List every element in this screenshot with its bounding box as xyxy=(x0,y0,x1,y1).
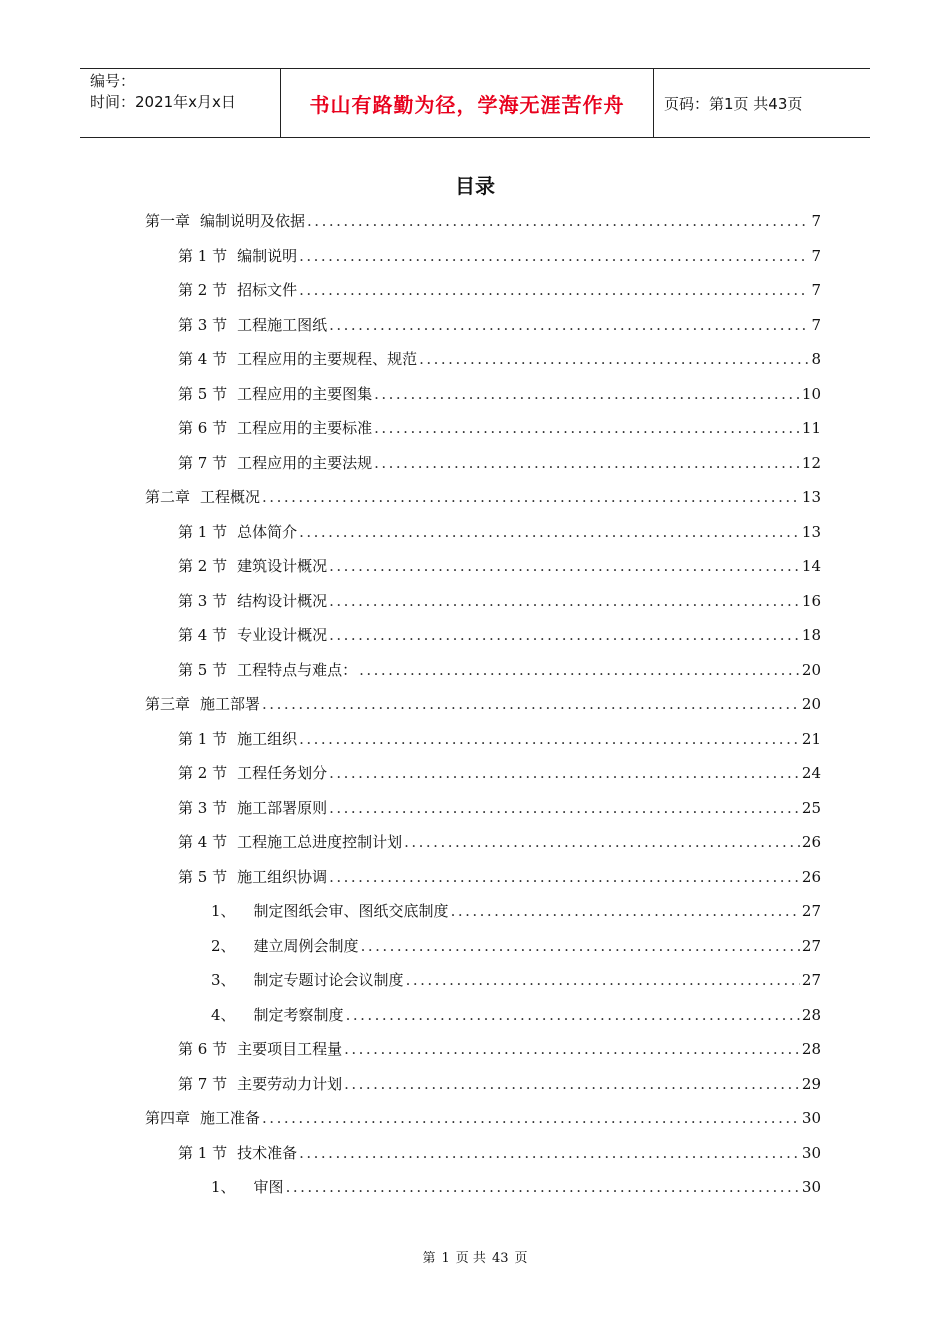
footer-total-pages: 43 xyxy=(491,1251,509,1266)
toc-entry-page: 7 xyxy=(811,315,821,334)
toc-dot-leader xyxy=(406,963,800,998)
table-of-contents xyxy=(145,204,821,1205)
toc-entry-page: 8 xyxy=(811,350,821,368)
toc-entry-page: 10 xyxy=(801,384,821,403)
toc-entry-number: 第 3 节 xyxy=(178,591,228,610)
toc-dot-leader xyxy=(451,894,800,929)
toc-dot-leader xyxy=(344,1067,800,1102)
toc-dot-leader xyxy=(329,584,800,619)
toc-entry-page: 7 xyxy=(811,212,821,230)
toc-entry-page: 30 xyxy=(801,1109,821,1127)
toc-entry-title: 专业设计概况 xyxy=(237,626,328,644)
toc-entry-page: 20 xyxy=(801,660,821,679)
toc-entry[interactable] xyxy=(145,308,821,343)
toc-entry-title: 结构设计概况 xyxy=(237,591,328,610)
toc-entry-number: 第 7 节 xyxy=(178,1074,228,1093)
toc-entry[interactable] xyxy=(145,549,821,584)
toc-entry[interactable] xyxy=(145,480,821,515)
toc-entry[interactable] xyxy=(145,377,821,412)
toc-entry[interactable] xyxy=(145,1067,821,1102)
toc-entry-page: 26 xyxy=(801,867,821,886)
toc-entry-number: 第 3 节 xyxy=(178,315,228,334)
toc-dot-leader xyxy=(329,756,800,791)
date-label: 时间：2021年x月x日 xyxy=(90,93,236,111)
toc-entry-page: 25 xyxy=(801,798,821,817)
toc-entry-title: 工程概况 xyxy=(200,488,261,506)
toc-dot-leader xyxy=(329,549,800,584)
footer-page-number: 1 xyxy=(441,1251,450,1266)
toc-entry-title: 施工组织 xyxy=(237,729,298,748)
toc-entry-title: 施工准备 xyxy=(200,1109,261,1127)
toc-entry[interactable] xyxy=(145,1170,821,1205)
toc-dot-leader xyxy=(299,515,800,550)
toc-entry-page: 13 xyxy=(801,522,821,541)
toc-entry-number: 1、 xyxy=(211,902,236,920)
toc-entry-title: 工程特点与难点： xyxy=(237,660,358,679)
toc-entry[interactable] xyxy=(145,1101,821,1136)
toc-entry-title: 建立周例会制度 xyxy=(253,936,359,955)
toc-entry-number: 第一章 xyxy=(145,212,191,230)
toc-entry-number: 3、 xyxy=(211,971,236,989)
toc-entry[interactable] xyxy=(145,825,821,860)
toc-entry-number: 第 1 节 xyxy=(178,1143,228,1162)
toc-dot-leader xyxy=(374,446,800,481)
toc-entry[interactable] xyxy=(145,273,821,308)
toc-dot-leader xyxy=(299,273,809,308)
toc-dot-leader xyxy=(299,722,800,757)
toc-entry-number: 第四章 xyxy=(145,1109,191,1127)
header-page-label: 页码：第1页 共43页 xyxy=(664,94,803,113)
toc-entry[interactable] xyxy=(145,342,821,377)
toc-entry-number: 第 6 节 xyxy=(178,419,228,437)
toc-dot-leader xyxy=(404,825,800,860)
toc-entry-number: 第 4 节 xyxy=(178,350,228,368)
toc-entry-number: 4、 xyxy=(211,1005,236,1024)
toc-entry-page: 11 xyxy=(801,419,821,437)
toc-entry-page: 29 xyxy=(801,1074,821,1093)
toc-entry[interactable] xyxy=(145,584,821,619)
toc-entry-title: 工程应用的主要图集 xyxy=(237,384,373,403)
toc-entry-number: 第 5 节 xyxy=(178,384,228,403)
toc-entry-title: 招标文件 xyxy=(237,281,298,299)
toc-entry-title: 总体简介 xyxy=(237,522,298,541)
toc-entry[interactable] xyxy=(145,239,821,274)
toc-entry-number: 第 4 节 xyxy=(178,833,228,851)
toc-entry-page: 30 xyxy=(801,1143,821,1162)
toc-dot-leader xyxy=(299,239,809,274)
toc-entry-title: 主要项目工程量 xyxy=(237,1040,343,1058)
toc-entry-title: 施工部署原则 xyxy=(237,798,328,817)
header-meta xyxy=(80,69,281,137)
toc-dot-leader xyxy=(361,929,800,964)
toc-entry-page: 20 xyxy=(801,695,821,713)
toc-entry[interactable] xyxy=(145,963,821,998)
toc-entry-page: 13 xyxy=(801,488,821,506)
toc-entry[interactable] xyxy=(145,618,821,653)
footer-middle: 页 共 xyxy=(455,1251,486,1266)
toc-entry-number: 第 2 节 xyxy=(178,281,228,299)
toc-entry[interactable] xyxy=(145,204,821,239)
toc-entry[interactable] xyxy=(145,722,821,757)
toc-entry-title: 建筑设计概况 xyxy=(237,557,328,575)
toc-dot-leader xyxy=(374,411,800,446)
toc-entry-page: 14 xyxy=(801,557,821,575)
toc-entry-number: 第 3 节 xyxy=(178,798,228,817)
toc-entry[interactable] xyxy=(145,653,821,688)
toc-entry-number: 第 4 节 xyxy=(178,626,228,644)
toc-entry-page: 30 xyxy=(801,1178,821,1196)
toc-dot-leader xyxy=(359,653,800,688)
toc-dot-leader xyxy=(346,998,800,1033)
toc-entry-title: 工程应用的主要法规 xyxy=(237,453,373,472)
toc-entry-number: 1、 xyxy=(211,1178,236,1196)
toc-entry-number: 第 7 节 xyxy=(178,453,228,472)
serial-label: 编号： xyxy=(90,72,136,90)
toc-entry-page: 24 xyxy=(801,764,821,782)
page-title: 目录 xyxy=(455,174,495,198)
page-header xyxy=(80,68,870,138)
toc-dot-leader xyxy=(307,204,809,239)
toc-entry-title: 工程应用的主要标准 xyxy=(237,419,373,437)
toc-entry-title: 工程施工总进度控制计划 xyxy=(237,833,403,851)
toc-entry-title: 制定图纸会审、图纸交底制度 xyxy=(253,902,449,920)
toc-entry[interactable] xyxy=(145,998,821,1033)
toc-dot-leader xyxy=(286,1170,800,1205)
toc-entry[interactable] xyxy=(145,446,821,481)
toc-entry-number: 第 2 节 xyxy=(178,764,228,782)
toc-dot-leader xyxy=(344,1032,800,1067)
toc-entry-page: 27 xyxy=(801,936,821,955)
toc-dot-leader xyxy=(419,342,809,377)
toc-entry-page: 27 xyxy=(801,971,821,989)
toc-entry-title: 编制说明 xyxy=(237,246,298,265)
toc-entry-title: 施工部署 xyxy=(200,695,261,713)
toc-entry[interactable] xyxy=(145,756,821,791)
toc-entry-title: 施工组织协调 xyxy=(237,867,328,886)
toc-entry-page: 7 xyxy=(811,246,821,265)
toc-dot-leader xyxy=(262,480,800,515)
toc-dot-leader xyxy=(299,1136,800,1171)
toc-dot-leader xyxy=(329,791,800,826)
toc-entry-page: 21 xyxy=(801,729,821,748)
toc-dot-leader xyxy=(329,860,800,895)
toc-entry-title: 工程施工图纸 xyxy=(237,315,328,334)
toc-entry-page: 27 xyxy=(801,902,821,920)
footer-prefix: 第 xyxy=(422,1251,436,1266)
toc-entry-number: 第 1 节 xyxy=(178,522,228,541)
toc-entry-number: 2、 xyxy=(211,936,236,955)
header-motto: 书山有路勤为径，学海无涯苦作舟 xyxy=(281,69,654,137)
toc-entry-title: 制定考察制度 xyxy=(253,1005,344,1024)
toc-entry-page: 12 xyxy=(801,453,821,472)
toc-entry[interactable] xyxy=(145,515,821,550)
toc-entry[interactable] xyxy=(145,687,821,722)
toc-entry-page: 16 xyxy=(801,591,821,610)
toc-entry[interactable] xyxy=(145,929,821,964)
toc-dot-leader xyxy=(329,308,809,343)
toc-entry-title: 工程应用的主要规程、规范 xyxy=(237,350,418,368)
toc-dot-leader xyxy=(262,1101,800,1136)
toc-entry-page: 28 xyxy=(801,1040,821,1058)
toc-dot-leader xyxy=(374,377,800,412)
toc-entry-number: 第 1 节 xyxy=(178,246,228,265)
toc-dot-leader xyxy=(329,618,800,653)
toc-entry-title: 编制说明及依据 xyxy=(200,212,306,230)
toc-entry[interactable] xyxy=(145,1136,821,1171)
toc-entry-number: 第 2 节 xyxy=(178,557,228,575)
toc-entry-title: 制定专题讨论会议制度 xyxy=(253,971,404,989)
page-footer xyxy=(0,1247,950,1266)
toc-entry-page: 26 xyxy=(801,833,821,851)
toc-entry-number: 第 6 节 xyxy=(178,1040,228,1058)
toc-entry-number: 第三章 xyxy=(145,695,191,713)
toc-entry[interactable] xyxy=(145,860,821,895)
toc-entry-number: 第 5 节 xyxy=(178,660,228,679)
toc-entry-number: 第二章 xyxy=(145,488,191,506)
toc-dot-leader xyxy=(262,687,800,722)
toc-entry-page: 18 xyxy=(801,626,821,644)
toc-entry-page: 7 xyxy=(811,281,821,299)
toc-entry[interactable] xyxy=(145,791,821,826)
toc-entry-number: 第 5 节 xyxy=(178,867,228,886)
toc-entry[interactable] xyxy=(145,894,821,929)
toc-entry[interactable] xyxy=(145,411,821,446)
footer-suffix: 页 xyxy=(514,1251,528,1266)
toc-entry-title: 技术准备 xyxy=(237,1143,298,1162)
toc-entry-title: 工程任务划分 xyxy=(237,764,328,782)
toc-entry-number: 第 1 节 xyxy=(178,729,228,748)
toc-entry[interactable] xyxy=(145,1032,821,1067)
toc-entry-page: 28 xyxy=(801,1005,821,1024)
toc-entry-title: 主要劳动力计划 xyxy=(237,1074,343,1093)
toc-entry-title: 审图 xyxy=(253,1178,284,1196)
